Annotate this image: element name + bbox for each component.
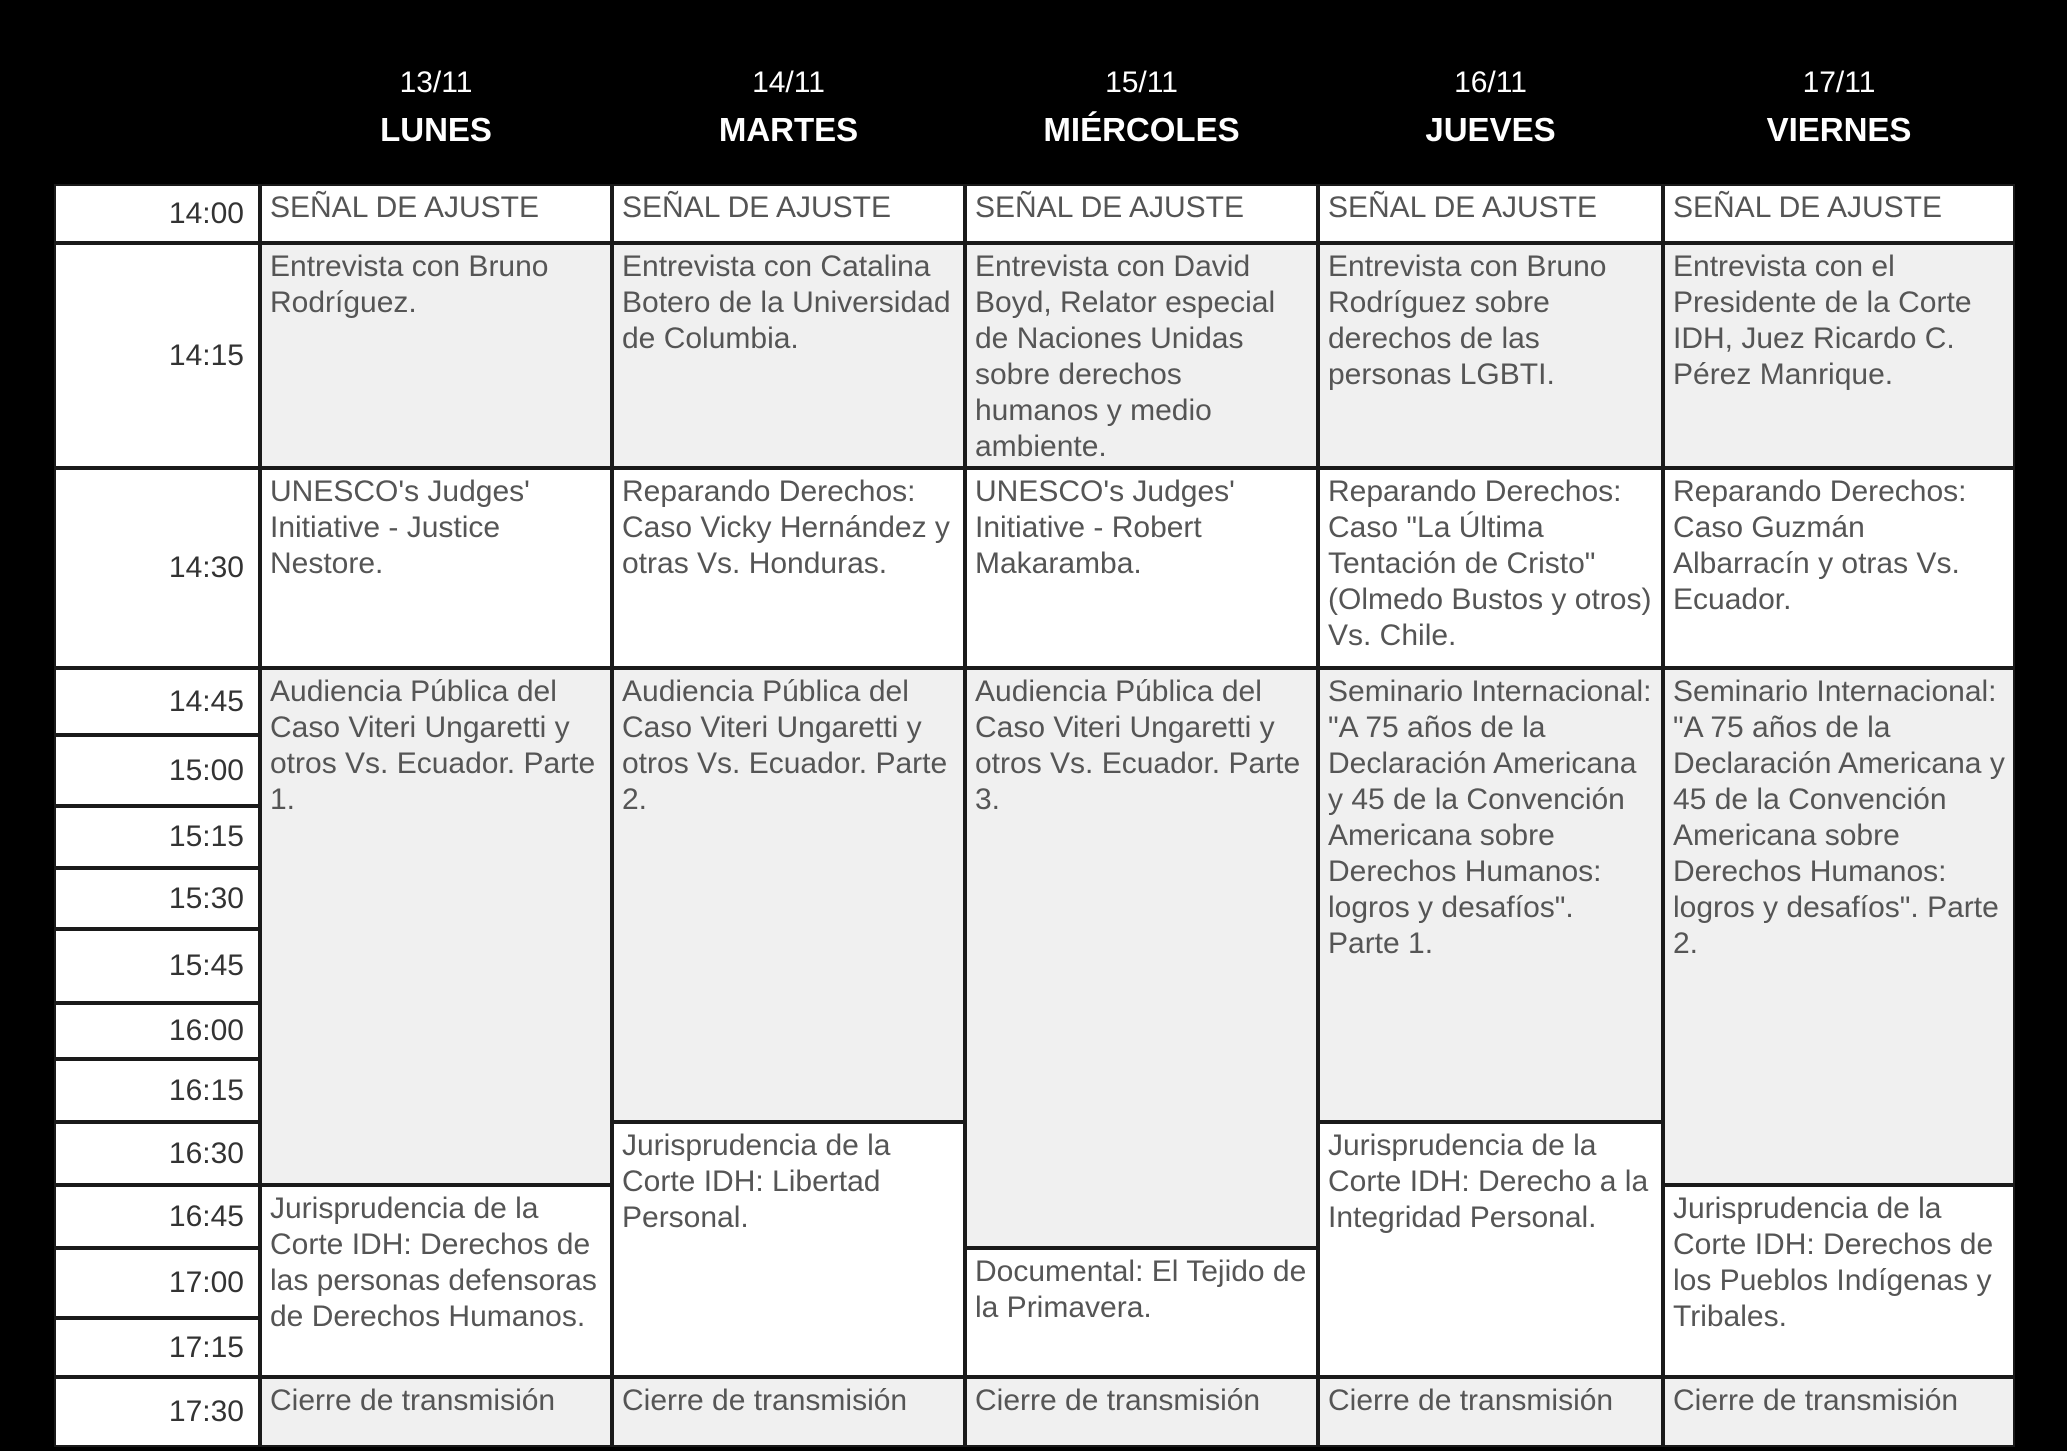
time-slot: 17:00 <box>54 1248 260 1318</box>
program-cell: Cierre de transmisión <box>1318 1377 1663 1447</box>
day-header <box>1663 60 2015 154</box>
day-name: MIÉRCOLES <box>1043 111 1240 148</box>
time-slot: 14:45 <box>54 668 260 735</box>
program-cell: SEÑAL DE AJUSTE <box>1318 184 1663 243</box>
time-slot: 16:15 <box>54 1059 260 1122</box>
program-cell: UNESCO's Judges' Initiative - Justice Nestore. <box>260 468 612 668</box>
time-slot: 17:15 <box>54 1318 260 1377</box>
day-name: VIERNES <box>1766 111 1912 148</box>
program-cell: Seminario Internacional: "A 75 años de la Declaración Americana y 45 de la Convención Americana sobre Derechos Humanos: logros y desafíos". Parte 2. <box>1663 668 2015 1185</box>
program-cell: Seminario Internacional: "A 75 años de la Declaración Americana y 45 de la Convención Americana sobre Derechos Humanos: logros y desafíos". Parte 1. <box>1318 668 1663 1122</box>
program-cell: Reparando Derechos: Caso "La Última Tentación de Cristo" (Olmedo Bustos y otros) Vs. Chile. <box>1318 468 1663 668</box>
program-cell: SEÑAL DE AJUSTE <box>612 184 965 243</box>
program-cell: Jurisprudencia de la Corte IDH: Derechos de los Pueblos Indígenas y Tribales. <box>1663 1185 2015 1377</box>
time-slot: 14:00 <box>54 184 260 243</box>
program-cell: Entrevista con Bruno Rodríguez. <box>260 243 612 468</box>
day-header <box>965 60 1318 154</box>
program-cell: UNESCO's Judges' Initiative - Robert Makaramba. <box>965 468 1318 668</box>
day-date: 15/11 <box>1105 66 1178 99</box>
time-slot: 14:30 <box>54 468 260 668</box>
program-cell: Entrevista con David Boyd, Relator especial de Naciones Unidas sobre derechos humanos y medio ambiente. <box>965 243 1318 468</box>
time-slot: 16:30 <box>54 1122 260 1185</box>
program-cell: Reparando Derechos: Caso Guzmán Albarracín y otras Vs. Ecuador. <box>1663 468 2015 668</box>
day-name: JUEVES <box>1425 111 1556 148</box>
day-header <box>612 60 965 154</box>
program-cell: Entrevista con el Presidente de la Corte IDH, Juez Ricardo C. Pérez Manrique. <box>1663 243 2015 468</box>
day-date: 17/11 <box>1802 66 1876 99</box>
program-cell: Reparando Derechos: Caso Vicky Hernández y otras Vs. Honduras. <box>612 468 965 668</box>
day-header <box>1318 60 1663 154</box>
day-name: LUNES <box>380 111 492 148</box>
program-cell: SEÑAL DE AJUSTE <box>965 184 1318 243</box>
day-header <box>260 60 612 154</box>
program-cell: Cierre de transmisión <box>965 1377 1318 1447</box>
program-cell: Cierre de transmisión <box>260 1377 612 1447</box>
day-date: 16/11 <box>1454 66 1527 99</box>
time-slot: 16:00 <box>54 1003 260 1059</box>
day-name: MARTES <box>718 111 859 148</box>
day-date: 13/11 <box>399 66 473 99</box>
program-cell: Cierre de transmisión <box>1663 1377 2015 1447</box>
program-cell: Jurisprudencia de la Corte IDH: Derechos de las personas defensoras de Derechos Humanos. <box>260 1185 612 1377</box>
time-slot: 16:45 <box>54 1185 260 1248</box>
time-slot: 15:15 <box>54 806 260 868</box>
time-slot: 14:15 <box>54 243 260 468</box>
program-cell: SEÑAL DE AJUSTE <box>1663 184 2015 243</box>
program-cell: Jurisprudencia de la Corte IDH: Libertad Personal. <box>612 1122 965 1377</box>
program-cell: Audiencia Pública del Caso Viteri Ungaretti y otros Vs. Ecuador. Parte 3. <box>965 668 1318 1248</box>
program-cell: Cierre de transmisión <box>612 1377 965 1447</box>
program-cell: Documental: El Tejido de la Primavera. <box>965 1248 1318 1377</box>
program-cell: Audiencia Pública del Caso Viteri Ungaretti y otros Vs. Ecuador. Parte 2. <box>612 668 965 1122</box>
time-slot: 15:00 <box>54 735 260 806</box>
program-cell: Entrevista con Catalina Botero de la Universidad de Columbia. <box>612 243 965 468</box>
program-cell: Jurisprudencia de la Corte IDH: Derecho a la Integridad Personal. <box>1318 1122 1663 1377</box>
time-slot: 15:45 <box>54 929 260 1003</box>
program-cell: SEÑAL DE AJUSTE <box>260 184 612 243</box>
time-slot: 17:30 <box>54 1377 260 1447</box>
program-cell: Audiencia Pública del Caso Viteri Ungaretti y otros Vs. Ecuador. Parte 1. <box>260 668 612 1185</box>
time-slot: 15:30 <box>54 868 260 929</box>
program-cell: Entrevista con Bruno Rodríguez sobre derechos de las personas LGBTI. <box>1318 243 1663 468</box>
day-date: 14/11 <box>752 66 825 99</box>
